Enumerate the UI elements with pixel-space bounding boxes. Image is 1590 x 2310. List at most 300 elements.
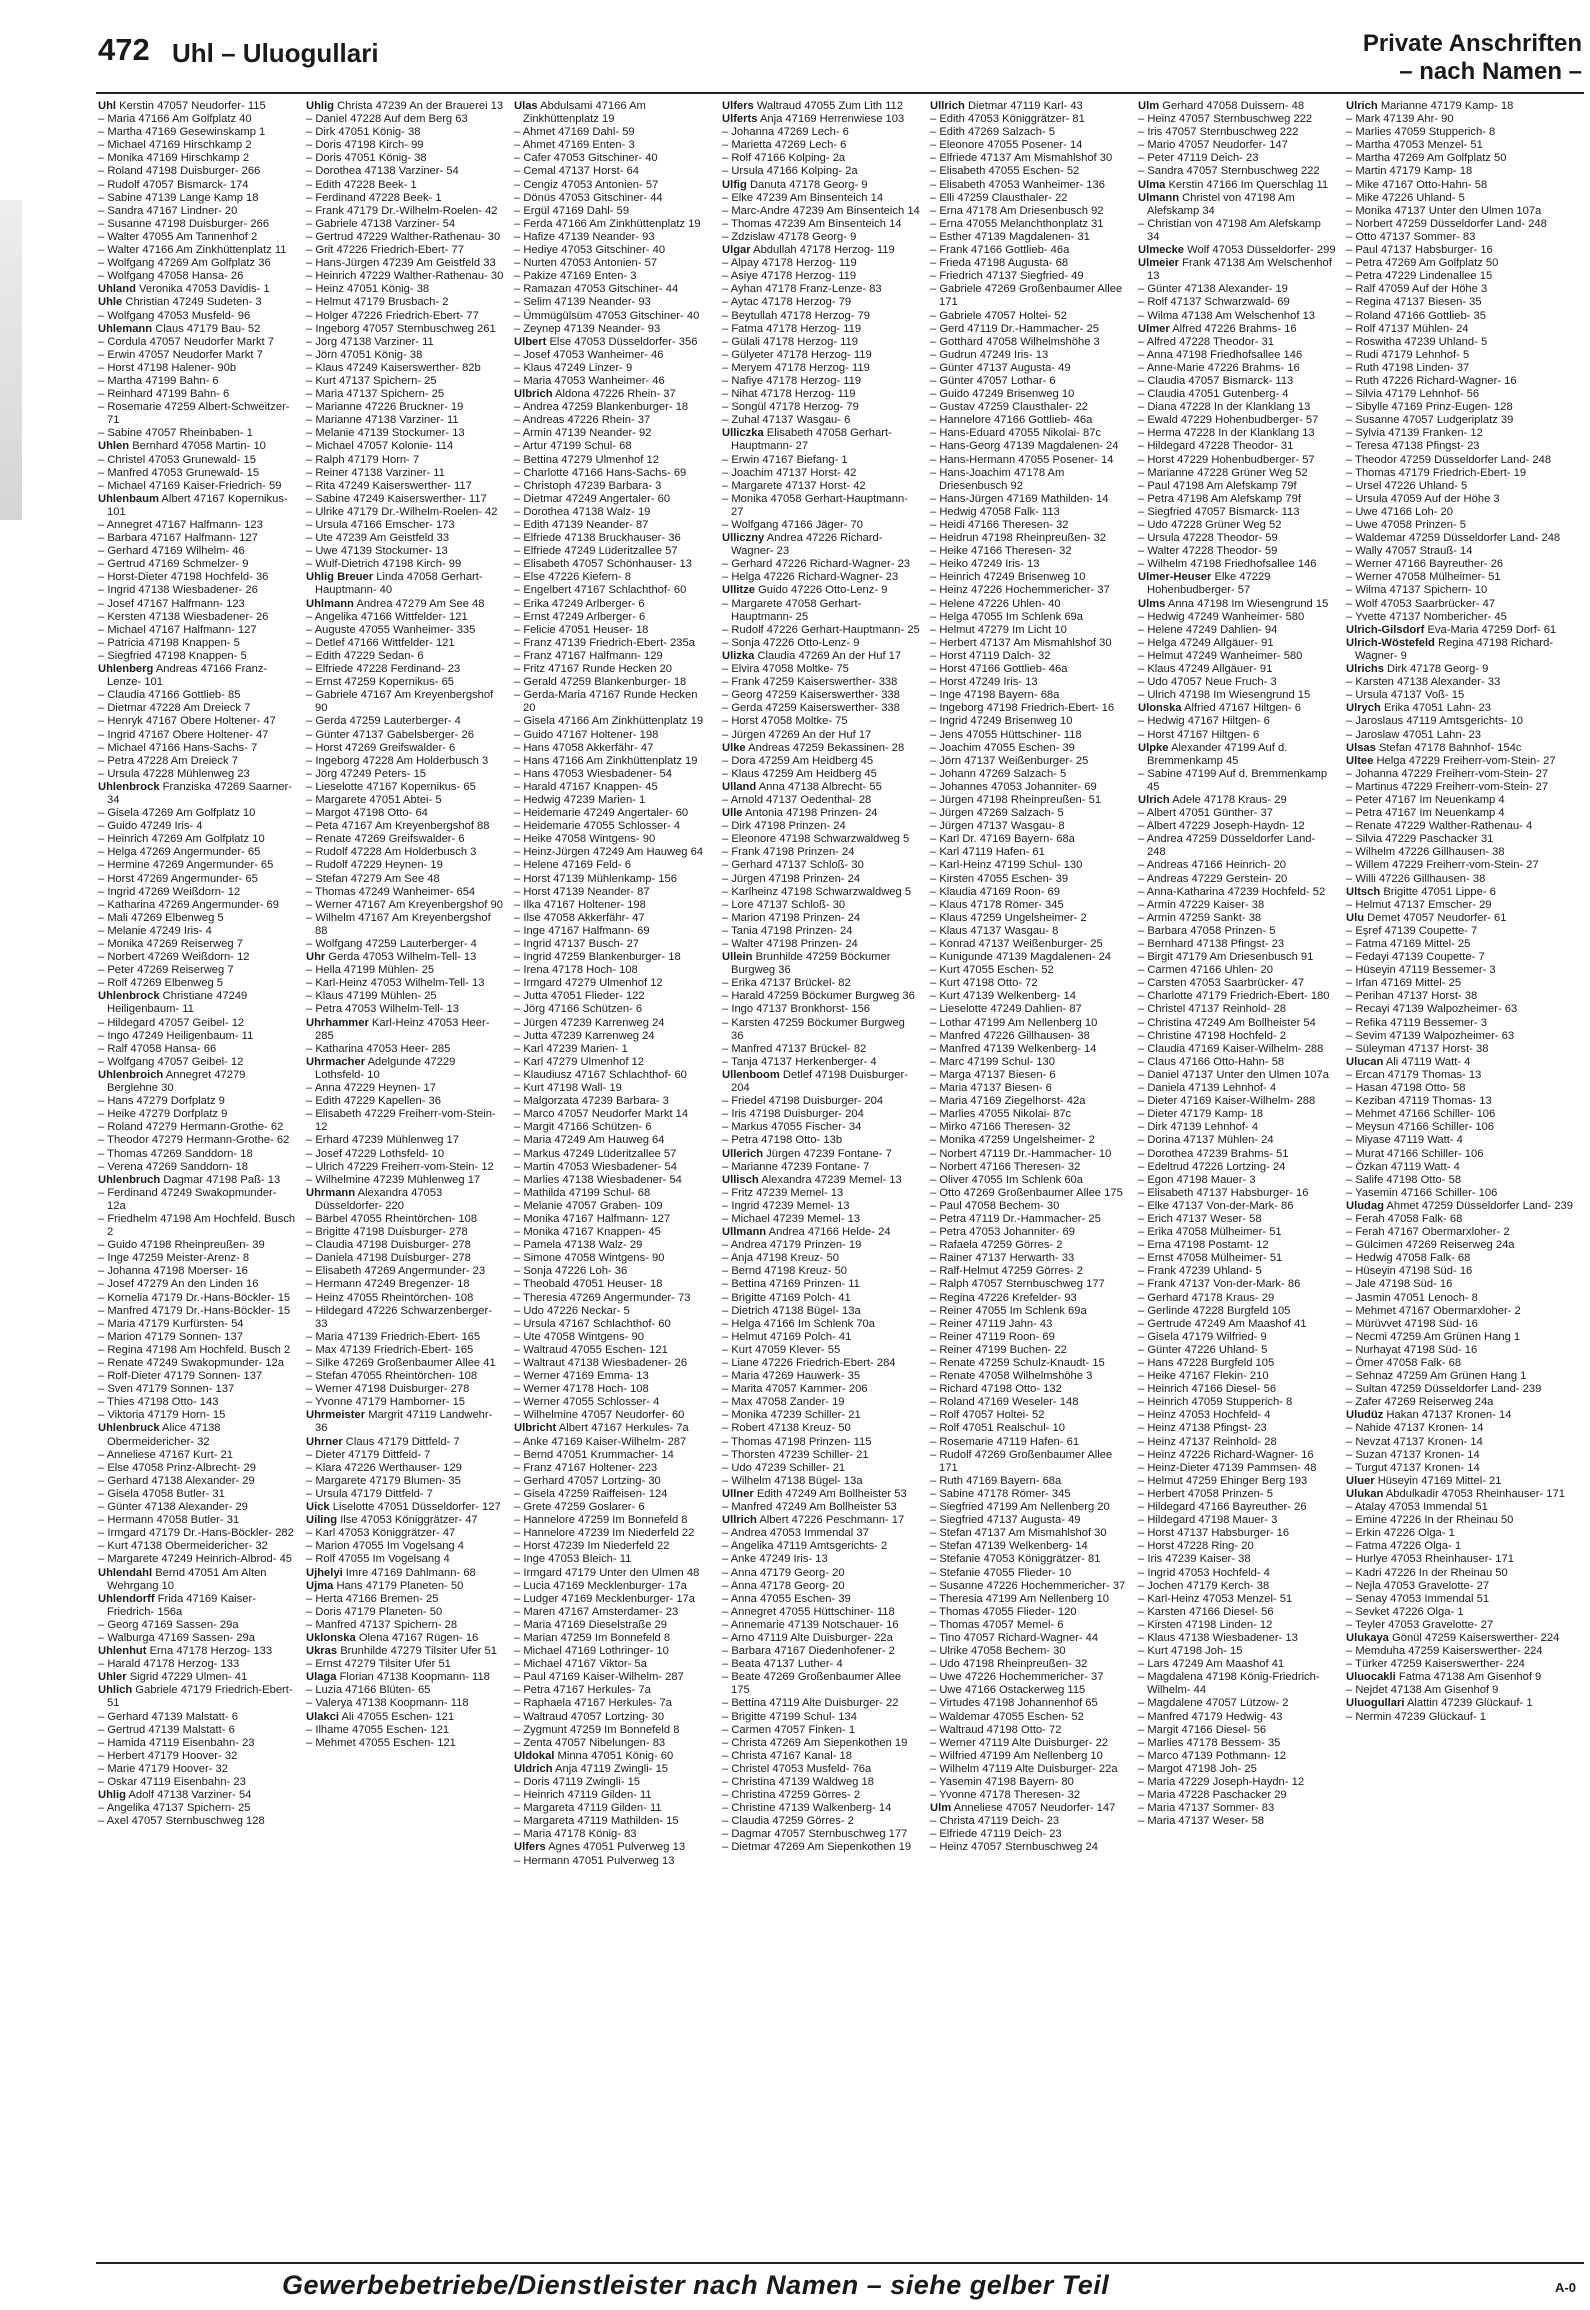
entry-details: – Heike 47166 Theresen- 32 bbox=[930, 545, 1072, 558]
entry-details: – Renate 47269 Greifswalder- 6 bbox=[306, 833, 465, 846]
listing-entry bbox=[514, 689, 712, 715]
entry-details: – Annegret 47055 Hüttschiner- 118 bbox=[722, 1605, 895, 1618]
listing-entry bbox=[930, 100, 1128, 113]
entry-details: – Sabine 47199 Auf d. Bremmenkamp 45 bbox=[1138, 767, 1328, 793]
listing-entry bbox=[722, 873, 920, 886]
listing-entry bbox=[1138, 977, 1336, 990]
entry-details: – Waltraud 47057 Lortzing- 30 bbox=[514, 1710, 665, 1723]
entry-details: – Roswitha 47239 Uhland- 5 bbox=[1346, 335, 1488, 348]
listing-entry bbox=[1346, 729, 1582, 742]
entry-details: – Klaus 47249 Allgäuer- 91 bbox=[1138, 663, 1273, 676]
listing-entry bbox=[514, 1082, 712, 1095]
listing-entry bbox=[306, 650, 504, 663]
entry-details: – Werner 47198 Duisburger- 278 bbox=[306, 1383, 470, 1396]
entry-details: – Herbert 47058 Prinzen- 5 bbox=[1138, 1487, 1273, 1500]
listing-entry bbox=[306, 781, 504, 794]
entry-details: – Karsten 47166 Diesel- 56 bbox=[1138, 1605, 1274, 1618]
listing-entry bbox=[1346, 454, 1582, 467]
surname: Ulrich-Gilsdorf bbox=[1346, 623, 1425, 636]
listing-entry bbox=[1346, 951, 1582, 964]
entry-details: – Iris 47198 Duisburger- 204 bbox=[722, 1108, 864, 1121]
surname: Uhlig bbox=[306, 100, 334, 112]
entry-details: – Angelika 47166 Wittfelder- 121 bbox=[306, 610, 468, 623]
listing-entry bbox=[1138, 1396, 1336, 1409]
listing-entry bbox=[722, 296, 920, 309]
listing-entry bbox=[514, 1370, 712, 1383]
entry-details: – Horst 47228 Ring- 20 bbox=[1138, 1540, 1254, 1553]
entry-details: Abdulsami 47166 Am Zinkhüttenplatz 19 bbox=[523, 100, 646, 126]
entry-details: – Turgut 47137 Kronen- 14 bbox=[1346, 1461, 1480, 1474]
entry-details: Brunhilde 47259 Böckumer Burgweg 36 bbox=[731, 951, 891, 977]
entry-details: – Harald 47259 Böckumer Burgweg 36 bbox=[722, 990, 915, 1003]
listing-entry bbox=[306, 1344, 504, 1357]
listing-entry bbox=[1346, 1226, 1582, 1239]
entry-details: – Karl-Heinz 47199 Schul- 130 bbox=[930, 859, 1083, 872]
entry-details: – Petra 47053 Johanniter- 69 bbox=[930, 1226, 1075, 1239]
entry-details: – Maria 47139 Friedrich-Ebert- 165 bbox=[306, 1330, 481, 1343]
entry-details: – Regina 47226 Krefelder- 93 bbox=[930, 1291, 1077, 1304]
listing-entry bbox=[1346, 493, 1582, 506]
listing-entry bbox=[306, 742, 504, 755]
listing-entry bbox=[306, 545, 504, 558]
entry-details: – Marion 47198 Prinzen- 24 bbox=[722, 911, 861, 924]
listing-entry bbox=[98, 558, 296, 571]
entry-details: – Christina 47139 Waldweg 18 bbox=[722, 1776, 874, 1788]
entry-details: – Dönüs 47053 Gitschiner- 44 bbox=[514, 191, 663, 204]
listing-entry bbox=[514, 1514, 712, 1527]
listing-entry bbox=[1138, 519, 1336, 532]
entry-details: – Ursula 47167 Schlachthof- 60 bbox=[514, 1317, 671, 1330]
entry-details: – Hedwig 47167 Hiltgen- 6 bbox=[1138, 715, 1270, 728]
entry-details: – Herbert 47179 Hoover- 32 bbox=[98, 1749, 238, 1762]
entry-details: – Yvette 47137 Nombericher- 45 bbox=[1346, 610, 1507, 623]
listing-entry bbox=[1138, 1593, 1336, 1606]
listing-entry bbox=[930, 336, 1128, 349]
listing-entry bbox=[514, 1292, 712, 1305]
entry-details: – Ralph 47057 Sternbuschweg 177 bbox=[930, 1278, 1105, 1291]
listing-entry bbox=[1138, 1671, 1336, 1697]
surname: Ukras bbox=[306, 1645, 338, 1658]
surname: Uhrmeister bbox=[306, 1409, 366, 1422]
listing-entry bbox=[306, 1305, 504, 1331]
entry-details: – Anna-Katharina 47239 Hochfeld- 52 bbox=[1138, 885, 1326, 898]
entry-details: – Markus 47249 Lüderitzallee 57 bbox=[514, 1147, 677, 1160]
listing-entry bbox=[98, 1593, 296, 1619]
entry-details: – Martin 47053 Wiesbadener- 54 bbox=[514, 1160, 677, 1173]
listing-entry bbox=[306, 1593, 504, 1606]
entry-details: – Michael 47167 Halfmann- 127 bbox=[98, 623, 257, 636]
entry-details: – Reiner 47119 Roon- 69 bbox=[930, 1330, 1055, 1343]
entry-details: – Rosemarie 47259 Albert-Schweitzer- 71 bbox=[98, 401, 290, 427]
listing-entry bbox=[930, 1331, 1128, 1344]
listing-entry bbox=[1346, 584, 1582, 597]
entry-details: Alattin 47239 Glückauf- 1 bbox=[1406, 1697, 1533, 1710]
entry-details: – Guido 47249 Iris- 4 bbox=[98, 820, 203, 833]
listing-entry bbox=[514, 1737, 712, 1750]
listing-entry bbox=[98, 362, 296, 375]
entry-details: – Gertrud 47229 Walther-Rathenau- 30 bbox=[306, 230, 501, 243]
entry-details: Andreas 47166 Franz-Lenze- 101 bbox=[107, 663, 268, 689]
listing-entry bbox=[1138, 1082, 1336, 1095]
entry-details: – Luzia 47166 Blüten- 65 bbox=[306, 1684, 431, 1697]
entry-details: – Manfred 47179 Hedwig- 43 bbox=[1138, 1710, 1283, 1723]
surname: Ulbert bbox=[514, 335, 547, 348]
listing-entry bbox=[1138, 165, 1336, 178]
listing-column-7 bbox=[1346, 100, 1582, 1724]
entry-details: – Michael 47166 Hans-Sachs- 7 bbox=[98, 741, 258, 754]
entry-details: – Werner 47178 Hoch- 108 bbox=[514, 1383, 649, 1396]
entry-details: – Theresia 47269 Angermunder- 73 bbox=[514, 1291, 691, 1304]
listing-entry bbox=[1346, 414, 1582, 427]
listing-entry bbox=[98, 1043, 296, 1056]
listing-entry bbox=[930, 755, 1128, 768]
entry-details: – Ursula 47228 Mühlenweg 23 bbox=[98, 767, 250, 780]
listing-entry bbox=[514, 1855, 712, 1868]
listing-entry bbox=[514, 1789, 712, 1802]
entry-details: – Elisabeth 47055 Eschen- 52 bbox=[930, 165, 1080, 178]
listing-entry bbox=[930, 1030, 1128, 1043]
listing-entry bbox=[1346, 283, 1582, 296]
listing-entry bbox=[514, 1331, 712, 1344]
entry-details: – Dirk 47139 Lehnhof- 4 bbox=[1138, 1121, 1259, 1134]
entry-details: Wolf 47053 Düsseldorfer- 299 bbox=[1187, 244, 1336, 257]
listing-entry bbox=[1138, 1292, 1336, 1305]
entry-details: Erika 47051 Lahn- 23 bbox=[1383, 702, 1491, 715]
entry-details: – Charlotte 47166 Hans-Sachs- 69 bbox=[514, 466, 687, 479]
entry-details: – Margarete 47058 Gerhart-Hauptmann- 25 bbox=[722, 597, 862, 623]
entry-details: – Martha 47199 Bahn- 6 bbox=[98, 374, 219, 387]
entry-details: Veronika 47053 Davidis- 1 bbox=[139, 283, 270, 296]
entry-details: – Jürgen 47198 Prinzen- 24 bbox=[722, 872, 861, 885]
listing-entry bbox=[722, 715, 920, 728]
entry-details: – Jens 47055 Hüttschiner- 118 bbox=[930, 728, 1082, 741]
listing-entry bbox=[1138, 624, 1336, 637]
entry-details: Anja 47169 Herrenwiese 103 bbox=[759, 113, 905, 126]
entry-details: – Özkan 47119 Watt- 4 bbox=[1346, 1160, 1460, 1173]
listing-entry bbox=[514, 1841, 712, 1854]
entry-details: Alexandra 47053 Düsseldorfer- 220 bbox=[315, 1186, 443, 1212]
listing-entry bbox=[722, 283, 920, 296]
entry-details: – Christine 47198 Hochfeld- 2 bbox=[1138, 1029, 1287, 1042]
surname: Uhlenbrock bbox=[98, 990, 160, 1003]
listing-entry bbox=[514, 1697, 712, 1710]
surname: Uhlendorff bbox=[98, 1592, 155, 1605]
listing-entry bbox=[722, 1580, 920, 1593]
entry-details: Albert 47226 Peschmann- 17 bbox=[759, 1514, 905, 1527]
entry-details: – Ilse 47058 Akkerfähr- 47 bbox=[514, 911, 645, 924]
entry-details: Adelgunde 47229 Lothsfeld- 10 bbox=[315, 1055, 456, 1081]
listing-entry bbox=[306, 1553, 504, 1566]
listing-entry bbox=[722, 833, 920, 846]
listing-entry bbox=[306, 414, 504, 427]
listing-entry bbox=[514, 807, 712, 820]
entry-details: – Karsten 47259 Böckumer Burgweg 36 bbox=[722, 1016, 905, 1042]
entry-details: – Bettina 47279 Ulmenhof 12 bbox=[514, 453, 659, 466]
entry-details: – Gertrude 47249 Am Maashof 41 bbox=[1138, 1317, 1307, 1330]
entry-details: – Reiner 47119 Jahn- 43 bbox=[930, 1317, 1053, 1330]
listing-entry bbox=[1346, 990, 1582, 1003]
listing-entry bbox=[1346, 1030, 1582, 1043]
listing-entry bbox=[514, 414, 712, 427]
entry-details: – Dorothea 47239 Brahms- 51 bbox=[1138, 1147, 1289, 1160]
entry-details: – Erna 47198 Postamt- 12 bbox=[1138, 1239, 1269, 1252]
entry-details: – Ahmet 47169 Dahl- 59 bbox=[514, 126, 635, 139]
entry-details: Andrea 47226 Richard-Wagner- 23 bbox=[731, 532, 883, 558]
listing-entry bbox=[722, 1724, 920, 1737]
listing-entry bbox=[1346, 1422, 1582, 1435]
listing-entry bbox=[930, 859, 1128, 872]
entry-details: – Reiner 47199 Buchen- 22 bbox=[930, 1343, 1067, 1356]
listing-entry bbox=[930, 663, 1128, 676]
surname: Ulaga bbox=[306, 1671, 337, 1684]
listing-entry bbox=[514, 1226, 712, 1239]
entry-details: – Mürüvvet 47198 Süd- 16 bbox=[1346, 1317, 1478, 1330]
entry-details: – Stefan 47139 Welkenberg- 14 bbox=[930, 1540, 1088, 1553]
entry-details: – Heinz 47137 Reinhold- 28 bbox=[1138, 1435, 1277, 1448]
entry-details: – Mario 47057 Neudorfer- 147 bbox=[1138, 139, 1288, 152]
entry-details: – Gülyeter 47178 Herzog- 119 bbox=[722, 348, 872, 361]
listing-entry bbox=[1138, 1815, 1336, 1828]
entry-details: – Monika 47269 Reiserweg 7 bbox=[98, 938, 243, 950]
listing-entry bbox=[98, 571, 296, 584]
listing-entry bbox=[722, 113, 920, 126]
entry-details: – Claudia 47166 Gottlieb- 85 bbox=[98, 689, 241, 702]
entry-details: – Silvia 47179 Lehnhof- 56 bbox=[1346, 388, 1480, 401]
listing-entry bbox=[930, 715, 1128, 728]
listing-entry bbox=[722, 1331, 920, 1344]
entry-details: – Walter 47228 Theodor- 59 bbox=[1138, 545, 1278, 558]
entry-details: – Gerda 47259 Lauterberger- 4 bbox=[306, 715, 461, 728]
listing-entry bbox=[722, 467, 920, 480]
entry-details: Hüseyin 47169 Mittel- 21 bbox=[1377, 1474, 1502, 1487]
listing-entry bbox=[930, 218, 1128, 231]
entry-details: – Thomas 47057 Memel- 6 bbox=[930, 1618, 1064, 1631]
listing-entry bbox=[722, 1121, 920, 1134]
listing-entry bbox=[306, 231, 504, 244]
listing-entry bbox=[98, 990, 296, 1016]
entry-details: Anneliese 47057 Neudorfer- 147 bbox=[953, 1802, 1116, 1815]
listing-entry bbox=[930, 1697, 1128, 1710]
entry-details: – Klara 47226 Werthauser- 129 bbox=[306, 1461, 462, 1474]
listing-entry bbox=[930, 977, 1128, 990]
entry-details: – Christa 47119 Deich- 23 bbox=[930, 1815, 1060, 1828]
entry-details: – Martha 47053 Menzel- 51 bbox=[1346, 139, 1483, 152]
entry-details: – Herta 47166 Bremen- 25 bbox=[306, 1592, 439, 1605]
listing-entry bbox=[930, 440, 1128, 453]
entry-details: – Heinz 47226 Richard-Wagner- 16 bbox=[1138, 1448, 1314, 1461]
listing-entry bbox=[930, 310, 1128, 323]
entry-details: – Udo 47226 Neckar- 5 bbox=[514, 1304, 630, 1317]
listing-entry bbox=[1138, 1475, 1336, 1488]
entry-details: – Erich 47137 Weser- 58 bbox=[1138, 1212, 1262, 1225]
entry-details: – Jaroslaw 47051 Lahn- 23 bbox=[1346, 728, 1481, 741]
listing-entry bbox=[722, 1252, 920, 1265]
listing-entry bbox=[722, 1174, 920, 1187]
entry-details: – Petra 47198 Am Alefskamp 79f bbox=[1138, 492, 1301, 505]
listing-entry bbox=[930, 676, 1128, 689]
listing-entry bbox=[98, 1711, 296, 1724]
listing-entry bbox=[722, 1711, 920, 1724]
entry-details: – Gustav 47259 Clausthaler- 22 bbox=[930, 401, 1088, 414]
listing-entry bbox=[930, 545, 1128, 558]
entry-details: – Anna 47198 Friedhofsallee 146 bbox=[1138, 348, 1303, 361]
entry-details: – Carsten 47053 Saarbrücker- 47 bbox=[1138, 977, 1305, 990]
entry-details: Sigrid 47229 Ulmen- 41 bbox=[129, 1671, 248, 1684]
entry-details: – Marianne 47138 Varziner- 11 bbox=[306, 414, 459, 427]
listing-entry bbox=[98, 1265, 296, 1278]
entry-details: – Paul 47058 Bechem- 30 bbox=[930, 1199, 1060, 1212]
entry-details: – Ursula 47166 Emscher- 173 bbox=[306, 519, 455, 531]
listing-entry bbox=[722, 899, 920, 912]
entry-details: – Beata 47137 Luther- 4 bbox=[722, 1658, 843, 1671]
entry-details: – Stefan 47055 Rheintörchen- 108 bbox=[306, 1370, 478, 1383]
entry-details: – Frank 47166 Gottlieb- 46a bbox=[930, 244, 1070, 257]
listing-entry bbox=[930, 1580, 1128, 1593]
section-heading bbox=[1363, 30, 1582, 86]
entry-details: – Kurt 47198 Otto- 72 bbox=[930, 977, 1038, 990]
listing-entry bbox=[1138, 1763, 1336, 1776]
entry-details: – Pamela 47138 Walz- 29 bbox=[514, 1239, 643, 1252]
entry-details: – Auguste 47055 Wanheimer- 335 bbox=[306, 623, 476, 636]
listing-entry bbox=[98, 218, 296, 231]
listing-entry bbox=[1346, 964, 1582, 977]
entry-details: – Gudrun 47249 Iris- 13 bbox=[930, 348, 1049, 361]
entry-details: Aldona 47226 Rhein- 37 bbox=[555, 388, 676, 401]
listing-entry bbox=[1138, 886, 1336, 899]
listing-entry bbox=[1138, 1108, 1336, 1121]
listing-entry bbox=[514, 1069, 712, 1082]
entry-details: – Rudolf 47228 Am Holderbusch 3 bbox=[306, 846, 477, 859]
listing-entry bbox=[98, 1763, 296, 1776]
entry-details: – Johannes 47053 Johanniter- 69 bbox=[930, 780, 1097, 793]
listing-entry bbox=[98, 100, 296, 113]
entry-details: – Christa 47269 Am Siepenkothen 19 bbox=[722, 1736, 908, 1749]
listing-entry bbox=[930, 1789, 1128, 1802]
listing-entry bbox=[1138, 414, 1336, 427]
entry-details: – Tania 47198 Prinzen- 24 bbox=[722, 924, 853, 937]
listing-entry bbox=[514, 768, 712, 781]
listing-entry bbox=[722, 859, 920, 872]
entry-details: – Maria 47137 Weser- 58 bbox=[1138, 1815, 1265, 1828]
entry-details: – Margarete 47137 Horst- 42 bbox=[722, 479, 866, 492]
entry-details: – Helga 47055 Im Schlenk 69a bbox=[930, 610, 1083, 623]
listing-entry bbox=[1346, 1134, 1582, 1147]
listing-entry bbox=[1138, 1017, 1336, 1030]
entry-details: – Walter 47198 Prinzen- 24 bbox=[722, 938, 858, 950]
entry-details: – Paul 47137 Habsburger- 16 bbox=[1346, 244, 1493, 257]
listing-entry bbox=[1346, 1632, 1582, 1645]
listing-entry bbox=[1138, 663, 1336, 676]
listing-entry bbox=[1346, 702, 1582, 715]
listing-entry bbox=[514, 1553, 712, 1566]
entry-details: – Yvonne 47178 Theresen- 32 bbox=[930, 1789, 1081, 1802]
entry-details: – Maren 47167 Amsterdamer- 23 bbox=[514, 1605, 679, 1618]
entry-details: – Beate 47269 Großenbaumer Allee 175 bbox=[722, 1671, 902, 1697]
listing-entry bbox=[1346, 218, 1582, 231]
entry-details: – Rudolf 47229 Heynen- 19 bbox=[306, 859, 443, 872]
entry-details: – Rudolf 47057 Bismarck- 174 bbox=[98, 178, 249, 191]
entry-details: – Manfred 47179 Dr.-Hans-Böckler- 15 bbox=[98, 1304, 291, 1317]
entry-details: Dirk 47178 Georg- 9 bbox=[1387, 663, 1489, 676]
listing-entry bbox=[98, 1134, 296, 1147]
listing-entry bbox=[306, 715, 504, 728]
listing-entry bbox=[514, 310, 712, 323]
listing-entry bbox=[514, 1265, 712, 1278]
entry-details: Else 47053 Düsseldorfer- 356 bbox=[549, 335, 698, 348]
listing-entry bbox=[514, 1252, 712, 1265]
listing-entry bbox=[514, 139, 712, 152]
listing-entry bbox=[1346, 1148, 1582, 1161]
listing-entry bbox=[930, 650, 1128, 663]
listing-entry bbox=[514, 231, 712, 244]
listing-entry bbox=[514, 1030, 712, 1043]
listing-entry bbox=[98, 1501, 296, 1514]
entry-details: – Waltraut 47138 Wiesbadener- 26 bbox=[514, 1357, 688, 1369]
listing-entry bbox=[930, 1567, 1128, 1580]
entry-details: – Roland 47279 Hermann-Grothe- 62 bbox=[98, 1121, 284, 1134]
listing-entry bbox=[722, 1475, 920, 1488]
surname: Uhle bbox=[98, 296, 123, 309]
entry-details: – Horst 47166 Gottlieb- 46a bbox=[930, 663, 1068, 676]
entry-details: – Jörg 47138 Varziner- 11 bbox=[306, 335, 434, 348]
listing-entry bbox=[514, 427, 712, 440]
entry-details: – Hediye 47053 Gitschiner- 40 bbox=[514, 244, 666, 257]
entry-details: – Erna 47055 Melanchthonplatz 31 bbox=[930, 217, 1104, 230]
listing-entry bbox=[722, 1187, 920, 1200]
entry-details: – Erika 47058 Mülheimer- 51 bbox=[1138, 1226, 1282, 1239]
entry-details: – Heike 47058 Wintgens- 90 bbox=[514, 833, 656, 846]
listing-entry bbox=[1346, 1645, 1582, 1658]
entry-details: Ilse 47053 Königgrätzer- 47 bbox=[340, 1514, 478, 1527]
entry-details: – Walter 47166 Am Zinkhüttenplatz 11 bbox=[98, 244, 287, 257]
listing-entry bbox=[1346, 1108, 1582, 1121]
entry-details: – Gabriele 47269 Großenbaumer Allee 171 bbox=[930, 283, 1123, 309]
entry-details: – Maria 47166 Am Golfplatz 40 bbox=[98, 113, 252, 126]
entry-details: – Albert 47229 Joseph-Haydn- 12 bbox=[1138, 820, 1305, 833]
entry-details: – Hans-Eduard 47055 Nikolai- 87c bbox=[930, 427, 1102, 440]
section-heading-line-2: – nach Namen – bbox=[1399, 58, 1582, 85]
entry-details: – Dirk 47198 Prinzen- 24 bbox=[722, 820, 846, 833]
surname: Uklonska bbox=[306, 1631, 356, 1644]
listing-entry bbox=[1346, 375, 1582, 388]
listing-entry bbox=[1346, 532, 1582, 545]
entry-details: – Elisabeth 47269 Angermunder- 23 bbox=[306, 1265, 486, 1278]
entry-details: – Edith 47229 Kapellen- 36 bbox=[306, 1095, 441, 1108]
entry-details: – Zygmunt 47259 Im Bonnefeld 8 bbox=[514, 1723, 680, 1736]
listing-entry bbox=[1346, 257, 1582, 270]
listing-entry bbox=[98, 1095, 296, 1108]
listing-entry bbox=[930, 1069, 1128, 1082]
entry-details: – Eleonore 47198 Schwarzwaldweg 5 bbox=[722, 833, 910, 846]
entry-details: – Marlies 47059 Stupperich- 8 bbox=[1346, 126, 1496, 139]
surname: Uludüz bbox=[1346, 1409, 1384, 1422]
entry-details: – Miyase 47119 Watt- 4 bbox=[1346, 1134, 1463, 1147]
entry-details: – Arno 47119 Alte Duisburger- 22a bbox=[722, 1631, 893, 1644]
listing-entry bbox=[1138, 676, 1336, 689]
entry-details: – Erika 47249 Arlberger- 6 bbox=[514, 597, 645, 610]
listing-entry bbox=[722, 755, 920, 768]
entry-details: – Ingrid 47138 Wiesbadener- 26 bbox=[98, 584, 258, 597]
entry-details: – Ruth 47226 Richard-Wagner- 16 bbox=[1346, 374, 1517, 387]
listing-entry bbox=[514, 1632, 712, 1645]
listing-entry bbox=[930, 1357, 1128, 1370]
entry-details: – Marc-Andre 47239 Am Binsenteich 14 bbox=[722, 204, 920, 217]
entry-details: – Eşref 47139 Coupette- 7 bbox=[1346, 924, 1478, 937]
listing-entry bbox=[514, 676, 712, 689]
surname: Uhrhammer bbox=[306, 1016, 369, 1029]
surname: Ullner bbox=[722, 1487, 754, 1500]
listing-entry bbox=[1346, 506, 1582, 519]
